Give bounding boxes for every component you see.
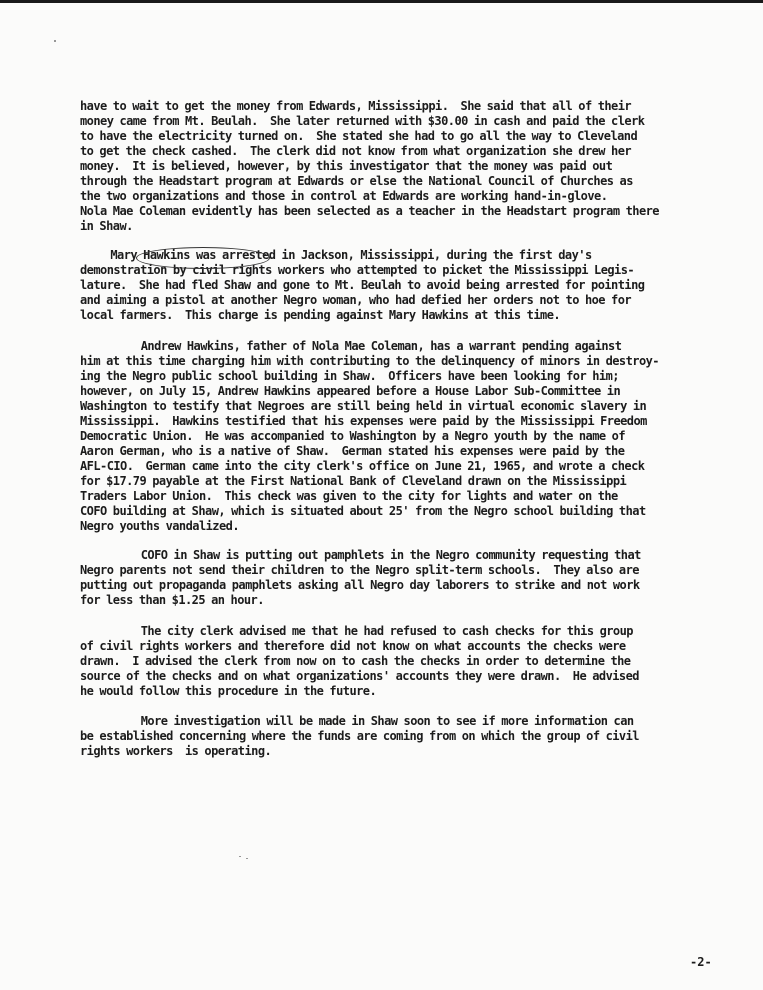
text-line: in Shaw. bbox=[80, 219, 133, 233]
page-number: -2- bbox=[690, 955, 712, 969]
text-line: drawn. I advised the clerk from now on to cash the checks in order to determine the bbox=[80, 654, 631, 668]
text-line: money came from Mt. Beulah. She later returned with $30.00 in cash and paid the clerk bbox=[80, 114, 645, 128]
paragraph-mary-hawkins bbox=[80, 248, 742, 323]
text-line: however, on July 15, Andrew Hawkins appeared before a House Labor Sub-Committee in bbox=[80, 384, 621, 398]
paragraph-further-investigation bbox=[80, 714, 742, 759]
text-line: demonstration by civil rights workers who attempted to picket the Mississippi Legis- bbox=[80, 263, 635, 277]
text-line: putting out propaganda pamphlets asking all Negro day laborers to strike and not work bbox=[80, 578, 640, 592]
text-line: Mississippi. Hawkins testified that his expenses were paid by the Mississippi Freedom bbox=[80, 414, 647, 428]
top-edge-rule bbox=[0, 0, 763, 3]
text-line: Andrew Hawkins, father of Nola Mae Coleman, has a warrant pending against bbox=[80, 339, 622, 353]
text-line: through the Headstart program at Edwards or else the National Council of Churches as bbox=[80, 174, 633, 188]
text-line: The city clerk advised me that he had refused to cash checks for this group bbox=[80, 624, 633, 638]
text-line: to get the check cashed. The clerk did not know from what organization she drew her bbox=[80, 144, 632, 158]
text-line: he would follow this procedure in the future. bbox=[80, 684, 377, 698]
text-line: Mary Hawkins was arrested in Jackson, Mississippi, during the first day's bbox=[80, 248, 592, 262]
paragraph-andrew-hawkins bbox=[80, 339, 742, 534]
text-line: the two organizations and those in control at Edwards are working hand-in-glove. bbox=[80, 189, 608, 203]
text-line: More investigation will be made in Shaw soon to see if more information can bbox=[80, 714, 634, 728]
text-line: of civil rights workers and therefore did not know on what accounts the checks were bbox=[80, 639, 626, 653]
text-line: Aaron German, who is a native of Shaw. German stated his expenses were paid by the bbox=[80, 444, 625, 458]
text-line: local farmers. This charge is pending against Mary Hawkins at this time. bbox=[80, 308, 561, 322]
text-line: Democratic Union. He was accompanied to Washington by a Negro youth by the name of bbox=[80, 429, 625, 443]
text-line: AFL-CIO. German came into the city clerk's office on June 21, 1965, and wrote a check bbox=[80, 459, 645, 473]
scan-speck bbox=[239, 856, 241, 857]
text-line: rights workers is operating. bbox=[80, 744, 272, 758]
text-line: Negro youths vandalized. bbox=[80, 519, 239, 533]
paragraph-city-clerk bbox=[80, 624, 742, 699]
text-line: for less than $1.25 an hour. bbox=[80, 593, 264, 607]
text-line: COFO in Shaw is putting out pamphlets in the Negro community requesting that bbox=[80, 548, 641, 562]
text-line: COFO building at Shaw, which is situated about 25' from the Negro school building that bbox=[80, 504, 646, 518]
text-line: for $17.79 payable at the First National Bank of Cleveland drawn on the Mississippi bbox=[80, 474, 627, 488]
text-line: money. It is believed, however, by this investigator that the money was paid out bbox=[80, 159, 613, 173]
text-line: have to wait to get the money from Edwards, Mississippi. She said that all of their bbox=[80, 99, 632, 113]
text-line: to have the electricity turned on. She stated she had to go all the way to Cleveland bbox=[80, 129, 638, 143]
paragraph-cofo-pamphlets bbox=[80, 548, 742, 608]
text-line: Washington to testify that Negroes are still being held in virtual economic slavery in bbox=[80, 399, 647, 413]
text-line: him at this time charging him with contributing to the delinquency of minors in destroy- bbox=[80, 354, 659, 368]
text-line: and aiming a pistol at another Negro woman, who had defied her orders not to hoe for bbox=[80, 293, 632, 307]
paragraph-headstart-funds bbox=[80, 99, 742, 234]
scan-speck bbox=[54, 40, 56, 42]
text-line: lature. She had fled Shaw and gone to Mt. Beulah to avoid being arrested for pointing bbox=[80, 278, 645, 292]
text-line: Negro parents not send their children to the Negro split-term schools. They also are bbox=[80, 563, 639, 577]
text-line: ing the Negro public school building in Shaw. Officers have been looking for him; bbox=[80, 369, 619, 383]
text-line: Traders Labor Union. This check was given to the city for lights and water on the bbox=[80, 489, 618, 503]
text-line: Nola Mae Coleman evidently has been selected as a teacher in the Headstart program there bbox=[80, 204, 659, 218]
text-line: be established concerning where the funds are coming from on which the group of civil bbox=[80, 729, 639, 743]
text-line: source of the checks and on what organizations' accounts they were drawn. He advised bbox=[80, 669, 639, 683]
scan-speck bbox=[246, 858, 248, 859]
